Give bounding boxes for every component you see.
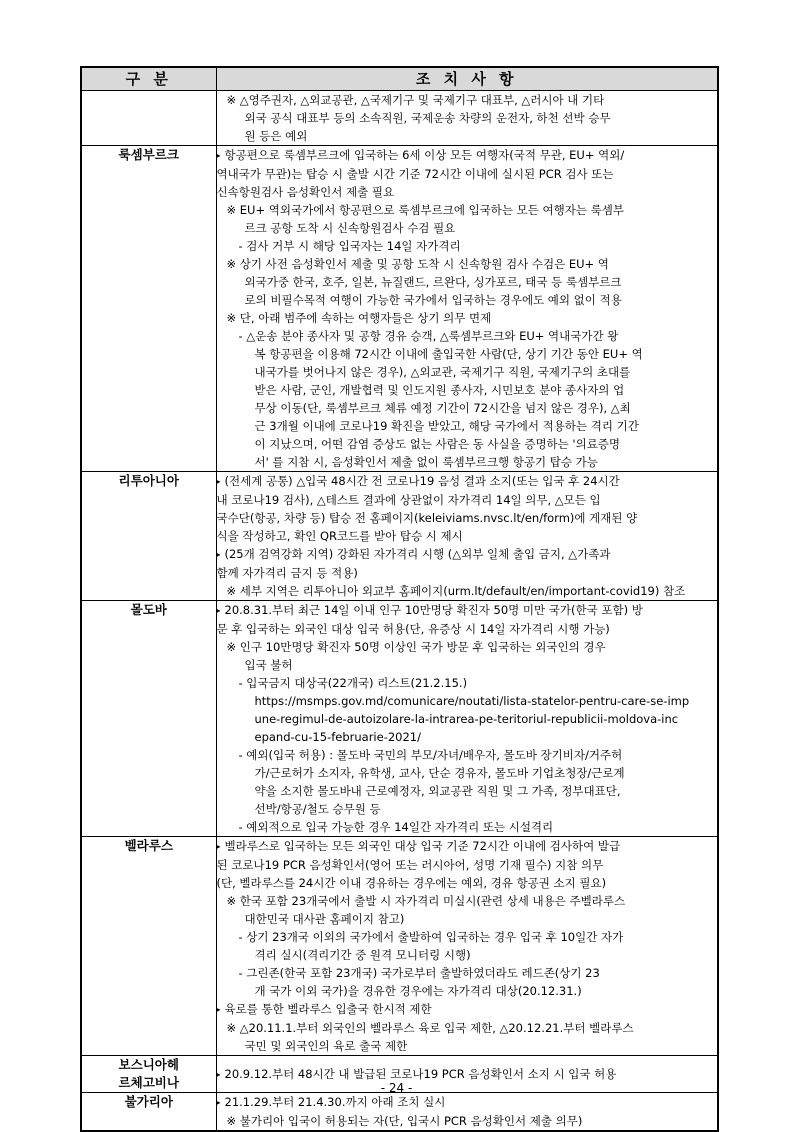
measure-line xyxy=(217,800,718,818)
measure-line xyxy=(217,237,718,255)
measure-line xyxy=(217,837,718,856)
country-name: 리투아니아 xyxy=(118,473,179,488)
measure-line xyxy=(217,527,718,545)
measure-line xyxy=(217,201,718,219)
measure-line xyxy=(217,656,718,674)
measure-line xyxy=(217,219,718,237)
measure-text: 무상 이동(단, 룩셈부르크 체류 예정 기간이 72시간을 넘지 않은 경우), △최 xyxy=(254,401,631,415)
table-row xyxy=(81,472,718,601)
measure-line xyxy=(217,91,718,109)
measure-line xyxy=(217,453,718,471)
measure-text: ※ 불가리아 입국이 허용되는 자(단, 입국시 PCR 음성확인서 제출 의무) xyxy=(226,1114,583,1128)
triangle-bullet-icon: ▸ xyxy=(216,1098,221,1107)
measure-line xyxy=(217,764,718,782)
table-row xyxy=(81,91,718,146)
country-name: 보스니아헤 르체고비나 xyxy=(118,1057,179,1090)
measure-line xyxy=(217,1112,718,1130)
measure-line xyxy=(217,564,718,582)
measure-text: ※ EU+ 역외국가에서 항공편으로 룩셈부르크에 입국하는 모든 여행자는 룩셈부 xyxy=(226,203,624,217)
measure-line xyxy=(217,381,718,399)
country-name: 불가리아 xyxy=(124,1094,173,1109)
measures-cell xyxy=(216,146,718,472)
measure-text: 대한민국 대사관 홈페이지 참고) xyxy=(244,912,405,926)
country-cell xyxy=(81,472,216,601)
measure-text: ※ △영주권자, △외교공관, △국제기구 및 국제기구 대표부, △러시아 내 기타 xyxy=(226,93,605,107)
measure-text: ※ 인구 10만명당 확진자 50명 이상인 국가 방문 후 입국하는 외국인의 경우 xyxy=(226,640,606,654)
measure-text: 문 후 입국하는 외국인 대상 입국 허용(단, 유증상 시 14일 자가격리 시행 가능) xyxy=(216,622,610,636)
measures-cell xyxy=(216,91,718,146)
measure-text: - 검사 거부 시 해당 입국자는 14일 자가격리 xyxy=(238,239,461,253)
measure-line xyxy=(217,417,718,435)
measure-text: 복 항공편을 이용해 72시간 이내에 출입국한 사람(단, 상기 기간 동안 EU+ 역 xyxy=(254,347,643,361)
measures-cell xyxy=(216,1093,718,1132)
measure-line xyxy=(217,127,718,145)
measure-text: 식을 작성하고, 확인 QR코드를 받아 탑승 시 제시 xyxy=(216,529,463,543)
table-row xyxy=(81,1093,718,1132)
measures-cell xyxy=(216,601,718,837)
measure-line xyxy=(217,1000,718,1019)
measure-line xyxy=(217,746,718,764)
measure-text: 20.8.31.부터 최근 14일 이내 인구 10만명당 확진자 50명 미만 국가(한국 포함) 방 xyxy=(224,603,643,617)
measure-text: 르크 공항 도착 시 신속항원검사 수검 필요 xyxy=(244,221,456,235)
measure-text: - △운송 분야 종사자 및 공항 경유 승객, △룩셈부르크와 EU+ 역내국가간 왕 xyxy=(238,329,619,343)
measure-line xyxy=(217,964,718,982)
measure-text: 선박/항공/철도 승무원 등 xyxy=(254,802,381,816)
measure-line xyxy=(217,327,718,345)
measure-text: 개 국가 이외 국가)을 경유한 경우에는 자가격리 대상(20.12.31.) xyxy=(254,984,582,998)
measure-text: une-regimul-de-autoizolare-la-intrarea-pe-teritoriul-republicii-moldova-inc xyxy=(254,712,679,726)
measure-text: ※ △20.11.1.부터 외국인의 벨라루스 육로 입국 제한, △20.12.21.부터 벨라루스 xyxy=(226,1021,634,1035)
measure-line xyxy=(217,818,718,836)
measure-text: ※ 세부 지역은 리투아니아 외교부 홈페이지(urm.lt/default/en/important-covid19) 참조 xyxy=(226,584,686,598)
measure-line xyxy=(217,1037,718,1055)
measure-text: - 상기 23개국 이외의 국가에서 출발하여 입국하는 경우 입국 후 10일간 자가 xyxy=(238,930,624,944)
measure-text: 역내국가 무관)는 탑승 시 출발 시간 기준 72시간 이내에 실시된 PCR 검사 또는 xyxy=(216,167,614,181)
measure-text: 벨라루스로 입국하는 모든 외국인 대상 입국 기준 72시간 이내에 검사하여 발급 xyxy=(224,839,621,853)
measure-text: 약을 소지한 몰도바내 근로예정자, 외교공관 직원 및 그 가족, 정부대표단, xyxy=(254,784,621,798)
measure-line xyxy=(217,1093,718,1112)
country-cell xyxy=(81,837,216,1056)
measure-line xyxy=(217,1019,718,1037)
measure-text: - 예외(입국 허용) : 몰도바 국민의 부모/자녀/배우자, 몰도바 장기비자/거주허 xyxy=(238,748,623,762)
table-row xyxy=(81,146,718,472)
measure-text: - 입국금지 대상국(22개국) 리스트(21.2.15.) xyxy=(238,676,468,690)
table-header-row xyxy=(81,67,718,91)
measure-line xyxy=(217,183,718,201)
measure-line xyxy=(217,582,718,600)
triangle-bullet-icon: ▸ xyxy=(216,1005,221,1014)
measure-line xyxy=(217,982,718,1000)
measure-line xyxy=(217,109,718,127)
measures-cell xyxy=(216,837,718,1056)
measure-text: - 예외적으로 입국 가능한 경우 14일간 자가격리 또는 시설격리 xyxy=(238,820,554,834)
measure-line xyxy=(217,946,718,964)
measures-cell xyxy=(216,472,718,601)
measure-text: ※ 상기 사전 음성확인서 제출 및 공항 도착 시 신속항원 검사 수검은 EU+ 역 xyxy=(226,257,609,271)
measure-text: 서' 를 지참 시, 음성확인서 제출 없이 룩셈부르크행 항공기 탑승 가능 xyxy=(254,455,598,469)
measure-line xyxy=(217,255,718,273)
measure-text: 외국가중 한국, 호주, 일본, 뉴질랜드, 르완다, 싱가포르, 태국 등 룩셈부르크 xyxy=(244,275,622,289)
triangle-bullet-icon: ▸ xyxy=(216,1069,221,1079)
measure-text: 입국 불허 xyxy=(244,658,293,672)
triangle-bullet-icon: ▸ xyxy=(216,477,221,486)
measure-line xyxy=(217,146,718,165)
measure-text: 받은 사람, 군인, 개발협력 및 인도지원 종사자, 시민보호 분야 종사자의 업 xyxy=(254,383,625,397)
measure-line xyxy=(217,856,718,874)
measure-line xyxy=(217,710,718,728)
measure-text: epand-cu-15-februarie-2021/ xyxy=(254,730,421,744)
measure-text: 항공편으로 룩셈부르크에 입국하는 6세 이상 모든 여행자(국적 무관, EU+ 역외/ xyxy=(224,148,625,162)
measure-text: 로의 비필수목적 여행이 가능한 국가에서 입국하는 경우에도 예외 없이 적용 xyxy=(244,293,622,307)
country-name: 벨라루스 xyxy=(124,838,173,853)
measure-text: ※ 단, 아래 범주에 속하는 여행자들은 상기 의무 면제 xyxy=(226,311,492,325)
measure-text: 신속항원검사 음성확인서 제출 필요 xyxy=(216,185,395,199)
triangle-bullet-icon: ▸ xyxy=(216,550,221,559)
measure-text: 국민 및 외국인의 육로 출국 제한 xyxy=(244,1039,408,1053)
country-cell xyxy=(81,1093,216,1132)
table-row xyxy=(81,837,718,1056)
measure-line xyxy=(217,620,718,638)
measure-line xyxy=(217,601,718,620)
measure-line xyxy=(217,874,718,892)
measure-text: 근 3개월 이내에 코로나19 확진을 받았고, 해당 국가에서 적용하는 격리 기간 xyxy=(254,419,639,433)
measure-text: 가/근로허가 소지자, 유학생, 교사, 단순 경유자, 몰도바 기업초청장/근로계 xyxy=(254,766,625,780)
measure-text: 내 코로나19 검사), △테스트 결과에 상관없이 자가격리 14일 의무, △모든 입 xyxy=(216,493,601,507)
table-row xyxy=(81,601,718,837)
measure-text: ※ 한국 포함 23개국에서 출발 시 자가격리 미실시(관련 상세 내용은 주벨라루스 xyxy=(226,894,626,908)
country-cell xyxy=(81,601,216,837)
measure-line xyxy=(217,363,718,381)
measure-text: 된 코로나19 PCR 음성확인서(영어 또는 러시아어, 성명 기재 필수) 지참 의무 xyxy=(216,858,604,872)
country-name: 룩셈부르크 xyxy=(118,147,179,162)
measure-line xyxy=(217,435,718,453)
triangle-bullet-icon: ▸ xyxy=(216,606,221,615)
country-cell xyxy=(81,91,216,146)
measure-text: (단, 벨라루스를 24시간 이내 경유하는 경우에는 예외, 경유 항공권 소지 필요) xyxy=(216,876,607,890)
measure-line xyxy=(217,273,718,291)
triangle-bullet-icon: ▸ xyxy=(216,151,221,160)
measure-text: 이 지났으며, 어떤 감염 증상도 없는 사람은 동 사실을 증명하는 '의료증명 xyxy=(254,437,621,451)
measure-text: 원 등은 예외 xyxy=(244,129,308,143)
measure-line xyxy=(217,165,718,183)
measure-text: 외국 공식 대표부 등의 소속직원, 국제운송 차량의 운전자, 하천 선박 승무 xyxy=(244,111,611,125)
country-cell xyxy=(81,146,216,472)
measure-line xyxy=(217,674,718,692)
measure-line xyxy=(217,782,718,800)
measure-line xyxy=(217,910,718,928)
measure-text: 국수단(항공, 차량 등) 탑승 전 홈페이지(keleiviams.nvsc.lt/en/form)에 게재된 양 xyxy=(216,511,638,525)
measure-text: 육로를 통한 벨라루스 입출국 한시적 제한 xyxy=(224,1002,432,1016)
measure-line xyxy=(217,509,718,527)
measure-line xyxy=(217,892,718,910)
measure-text: 21.1.29.부터 21.4.30.까지 아래 조치 실시 xyxy=(224,1095,446,1109)
measure-text: https://msmps.gov.md/comunicare/noutati/lista-statelor-pentru-care-se-imp xyxy=(254,694,690,708)
measure-line xyxy=(217,545,718,564)
measure-line xyxy=(217,399,718,417)
measures-table xyxy=(80,66,719,1132)
measure-text: (전세계 공통) △입국 48시간 전 코로나19 음성 결과 소지(또는 입국 후 24시간 xyxy=(224,474,620,488)
header-category: 구 분 xyxy=(81,67,216,91)
measure-line xyxy=(217,472,718,491)
page-number: - 24 - xyxy=(380,1081,413,1095)
measure-line xyxy=(217,309,718,327)
measure-text: 20.9.12.부터 48시간 내 발급된 코로나19 PCR 음성확인서 소지 시 입국 허용 xyxy=(224,1066,617,1081)
measure-text: (25개 검역강화 지역) 강화된 자가격리 시행 (△외부 일체 출입 금지, △가족과 xyxy=(224,547,611,561)
measure-text: 함께 자가격리 금지 등 적용) xyxy=(216,566,358,580)
measure-line xyxy=(217,291,718,309)
measure-line xyxy=(217,491,718,509)
measure-text: 내국가를 벗어나지 않은 경우), △외교관, 국제기구 직원, 국제기구의 초대를 xyxy=(254,365,631,379)
measure-line xyxy=(217,638,718,656)
measure-line xyxy=(217,345,718,363)
header-measures: 조 치 사 항 xyxy=(216,67,718,91)
measure-line xyxy=(217,728,718,746)
measure-text: 격리 실시(격리기간 중 원격 모니터링 시행) xyxy=(254,948,471,962)
measure-line xyxy=(217,928,718,946)
measure-text: - 그린존(한국 포함 23개국) 국가로부터 출발하였더라도 레드존(상기 23 xyxy=(238,966,600,980)
triangle-bullet-icon: ▸ xyxy=(216,842,221,851)
measure-line xyxy=(217,692,718,710)
country-name: 몰도바 xyxy=(130,602,167,617)
